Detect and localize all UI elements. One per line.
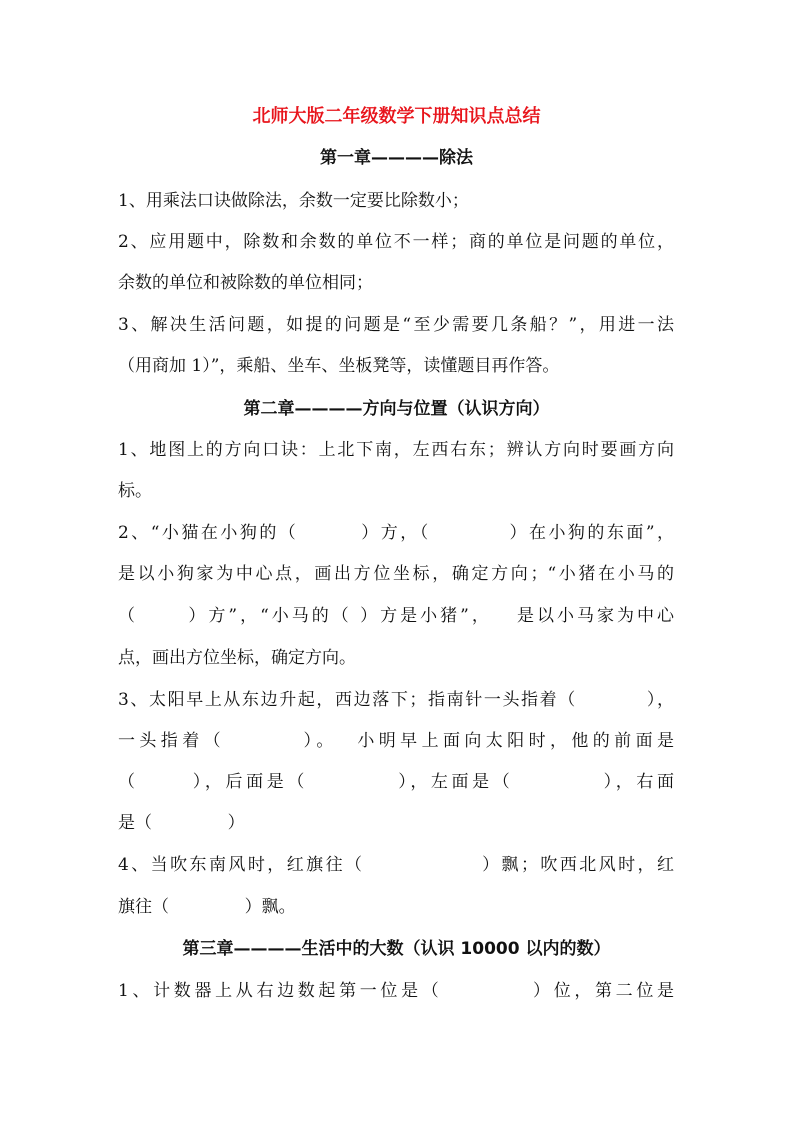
chapter-heading: 第三章————生活中的大数（认识 10000 以内的数） <box>182 939 611 959</box>
text-line: 2、“小猫在小狗的（ ）方，（ ）在小狗的东面”， <box>118 523 674 543</box>
document-title: 北师大版二年级数学下册知识点总结 <box>252 106 541 127</box>
text-line: （用商加 1）”，乘船、坐车、坐板凳等，读懂题目再作答。 <box>118 356 560 376</box>
text-line: 1、地图上的方向口诀：上北下南，左西右东；辨认方向时要画方向 <box>118 440 674 460</box>
text-line: 余数的单位和被除数的单位相同； <box>118 273 373 293</box>
text-line: 2、应用题中，除数和余数的单位不一样；商的单位是问题的单位， <box>118 232 674 252</box>
text-line: （ ），后面是（ ），左面是（ ），右面 <box>118 772 674 792</box>
text-line: 是以小狗家为中心点，画出方位坐标，确定方向；“小猪在小马的 <box>118 564 674 584</box>
chapter-heading: 第二章————方向与位置（认识方向） <box>243 399 550 419</box>
chapter-heading: 第一章————除法 <box>320 148 473 168</box>
text-line: 1、用乘法口诀做除法，余数一定要比除数小； <box>118 191 469 211</box>
text-line: （ ）方”，“小马的（ ）方是小猪”， 是以小马家为中心 <box>118 606 674 626</box>
text-line: 是（ ） <box>118 813 245 833</box>
text-line: 旗往（ ）飘。 <box>118 897 296 917</box>
text-line: 标。 <box>118 481 152 501</box>
text-line: 1、计数器上从右边数起第一位是（ ）位，第二位是 <box>118 981 674 1001</box>
text-line: 一头指着（ ）。 小明早上面向太阳时，他的前面是 <box>118 731 674 751</box>
text-line: 3、太阳早上从东边升起，西边落下；指南针一头指着（ ）， <box>118 690 674 710</box>
text-line: 点，画出方位坐标，确定方向。 <box>118 648 356 668</box>
text-line: 4、当吹东南风时，红旗往（ ）飘；吹西北风时，红 <box>118 855 674 875</box>
text-line: 3、解决生活问题，如提的问题是“至少需要几条船？”，用进一法 <box>118 315 674 335</box>
